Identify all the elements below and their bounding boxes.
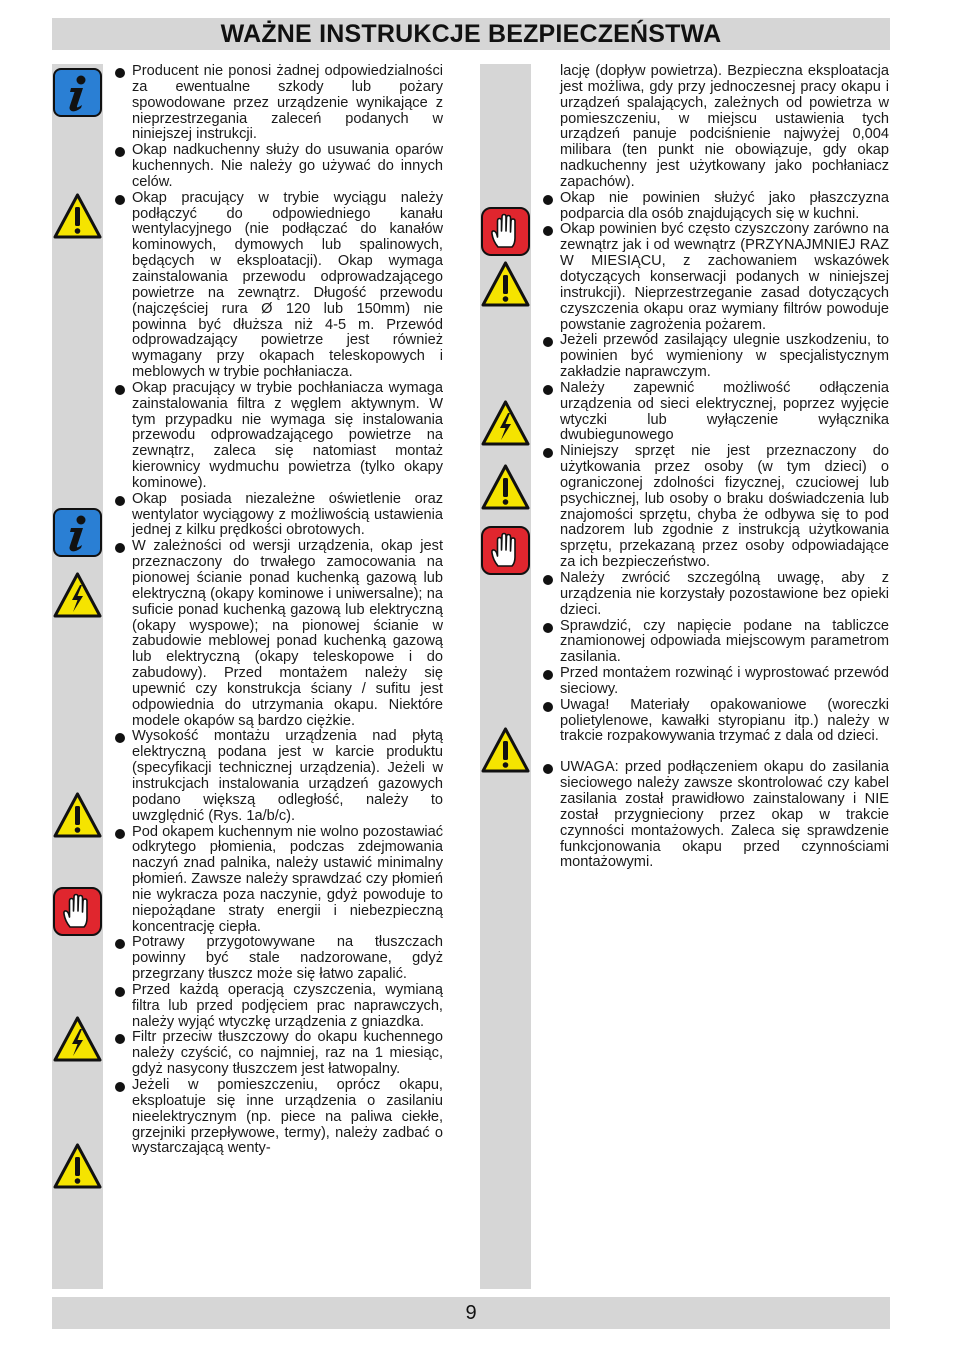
stop-hand-icon <box>53 887 102 936</box>
continued-paragraph: lację (dopływ powietrza). Bezpieczna eksploatacja jest możliwa, gdy przy jednoczesnej pracy okapu i urządzeń spalających, zależnych od powietrza w pomieszczeniu, w miejscu ustawienia tych urządzeń panuje podciśnienie najwyżej 0,004 milibara (ten punkt nie obowiązuje, gdy okap nadkuchenny jest użytkowany jako pochłaniacz zapachów). <box>560 63 889 190</box>
list-item: Okap pracujący w trybie pochłaniacza wymaga zainstalowania filtra z węglem aktywnym. W tym przypadku nie wymaga się instalowania przewodu odprowadzającego powietrze na zewnątrz, zaleca się natomiast montaż kierownicy wydmuchu powietrza (tylko okapy kominowe). <box>113 381 443 492</box>
left-text-column <box>113 64 443 1157</box>
list-item: Okap powinien być często czyszczony zarówno na zewnątrz jak i od wewnątrz (PRZYNAJMNIEJ RAZ W MIESIĄCU, z zachowaniem wskazówek dotyczących konserwacji podanych w niniejszej instrukcji). Nieprzestrzeganie zasad dotyczących czyszczenia okapu oraz wymiany filtrów powoduje powstanie zagrożenia pożarem. <box>541 222 889 333</box>
list-item: Okap pracujący w trybie wyciągu należy podłączyć do odpowiedniego kanału wentylacyjnego (nie podłączać do kanałów kominowych, dymowych lub spalinowych, będących w eksploatacji). Okap wymaga zainstalowania przewodu odprowadzającego powietrze na zewnątrz. Długość przewodu (najczęściej rura Ø 120 lub 150mm) nie powinna być dłuższa niż 4-5 m. Przewód odprowadzający powietrze jest również wymagany przy okapach teleskopowych i meblowych w trybie pochłaniacza. <box>113 191 443 381</box>
spacer <box>541 745 889 760</box>
list-item: Niniejszy sprzęt nie jest przeznaczony do użytkowania przez osoby (w tym dzieci) o ograniczonej zdolności fizycznej, czuciowej lub psychicznej, lub osoby o braku doświadczenia lub znajomości sprzętu, chyba że odbywa się to pod nadzorem lub zgodnie z instrukcją użytkowania sprzętu, przekazaną przez osoby odpowiadające za ich bezpieczeństwo. <box>541 444 889 571</box>
right-text-column <box>541 64 889 871</box>
list-item: Przed montażem rozwinąć i wyprostować przewód sieciowy. <box>541 666 889 698</box>
list-item: Okap nie powinien służyć jako płaszczyzna podparcia dla osób znajdujących się w kuchni. <box>541 191 889 223</box>
page-number: 9 <box>465 1301 477 1324</box>
warning-icon <box>481 463 530 512</box>
list-item: W zależności od wersji urządzenia, okap jest przeznaczony do trwałego zamocowania na pionowej ścianie ponad kuchenką gazową lub elektryczną (okapy kominowe i uniwersalne); na suficie ponad kuchenką gazową lub elektryczną (okapy wyspowe); na pionowej ścianie w zabudowie meblowej ponad kuchenką gazową lub elektryczną (okapy teleskopowe i do zabudowy). Przed montażem należy się upewnić czy konstrukcja ściany / sufitu jest odpowiednia do utrzymania okapu. Niektóre modele okapów są bardzo ciężkie. <box>113 539 443 729</box>
list-item: Filtr przeciw tłuszczowy do okapu kuchennego należy czyścić, co najmniej, raz na 1 miesiąc, gdyż nasycony tłuszczem jest łatwopalny. <box>113 1030 443 1078</box>
list-item: Okap posiada niezależne oświetlenie oraz wentylator wyciągowy z możliwością ustawienia jednej z kilku prędkości obrotowych. <box>113 492 443 540</box>
stop-hand-icon <box>481 207 530 256</box>
info-icon <box>53 508 102 557</box>
warning-icon <box>53 192 102 241</box>
header-bar <box>52 18 890 50</box>
left-icon-strip <box>52 64 103 1289</box>
warning-icon <box>481 260 530 309</box>
warning-icon <box>481 726 530 775</box>
electric-icon <box>53 571 102 620</box>
stop-hand-icon <box>481 526 530 575</box>
footer-bar <box>52 1297 890 1329</box>
list-item: Uwaga! Materiały opakowaniowe (woreczki polietylenowe, kawałki styropianu itp.) należy w trakcie rozpakowywania trzymać z dala od dzieci. <box>541 698 889 746</box>
list-item: Jeżeli w pomieszczeniu, oprócz okapu, eksploatuje się inne urządzenia o zasilaniu nieelektrycznym (np. piece na paliwa ciekłe, grzejniki przepływowe, termy), należy zadbać o wystarczającą wenty- <box>113 1078 443 1157</box>
list-item: Okap nadkuchenny służy do usuwania oparów kuchennych. Nie należy go używać do innych celów. <box>113 143 443 191</box>
list-item: Producent nie ponosi żadnej odpowiedzialności za ewentualne szkody lub pożary spowodowane przez urządzenie wynikające z nieprzestrzegania zaleceń podanych w niniejszej instrukcji. <box>113 64 443 143</box>
right-icon-strip <box>480 64 531 1289</box>
electric-icon <box>53 1015 102 1064</box>
warning-icon <box>53 791 102 840</box>
info-icon <box>53 68 102 117</box>
list-item: Jeżeli przewód zasilający ulegnie uszkodzeniu, to powinien być wymieniony w specjalistycznym zakładzie naprawczym. <box>541 333 889 381</box>
list-item: Wysokość montażu urządzenia nad płytą elektryczną podana jest w karcie produktu (specyfikacji technicznej urządzenia). Jeżeli w instrukcjach instalowania urządzeń gazowych podano większą odległość, należy to uwzględnić (Rys. 1a/b/c). <box>113 729 443 824</box>
electric-icon <box>481 399 530 448</box>
list-item: Sprawdzić, czy napięcie podane na tabliczce znamionowej odpowiada miejscowym parametrom zasilania. <box>541 619 889 667</box>
warning-icon <box>53 1142 102 1191</box>
page-title: WAŻNE INSTRUKCJE BEZPIECZEŃSTWA <box>220 19 722 48</box>
list-item: Należy zapewnić możliwość odłączenia urządzenia od sieci elektrycznej, poprzez wyjęcie wtyczki lub wyłączenie wyłącznika dwubiegunowego <box>541 381 889 444</box>
warning-note: UWAGA: przed podłączeniem okapu do zasilania sieciowego należy zawsze skontrolować czy kabel zasilania został prawidłowo zainstalowany i NIE został przygnieciony przez okap w trakcie czynności montażowych. Zaleca się sprawdzenie funkcjonowania okapu przed czynnościami montażowymi. <box>541 760 889 871</box>
list-item: Przed każdą operacją czyszczenia, wymianą filtra lub przed podjęciem prac naprawczych, należy wyjąć wtyczkę urządzenia z gniazdka. <box>113 983 443 1031</box>
list-item: Należy zwrócić szczególną uwagę, aby z urządzenia nie korzystały pozostawione bez opieki dzieci. <box>541 571 889 619</box>
list-item: Pod okapem kuchennym nie wolno pozostawiać odkrytego płomienia, podczas zdejmowania naczyń znad palnika, należy ustawić minimalny płomień. Zawsze należy sprawdzać czy płomień nie wykracza poza naczynie, gdyż powoduje to niepożądane straty energii i niebezpieczną koncentrację ciepła. <box>113 825 443 936</box>
list-item: Potrawy przygotowywane na tłuszczach powinny być stale nadzorowane, gdyż przegrzany tłuszcz może się łatwo zapalić. <box>113 935 443 983</box>
